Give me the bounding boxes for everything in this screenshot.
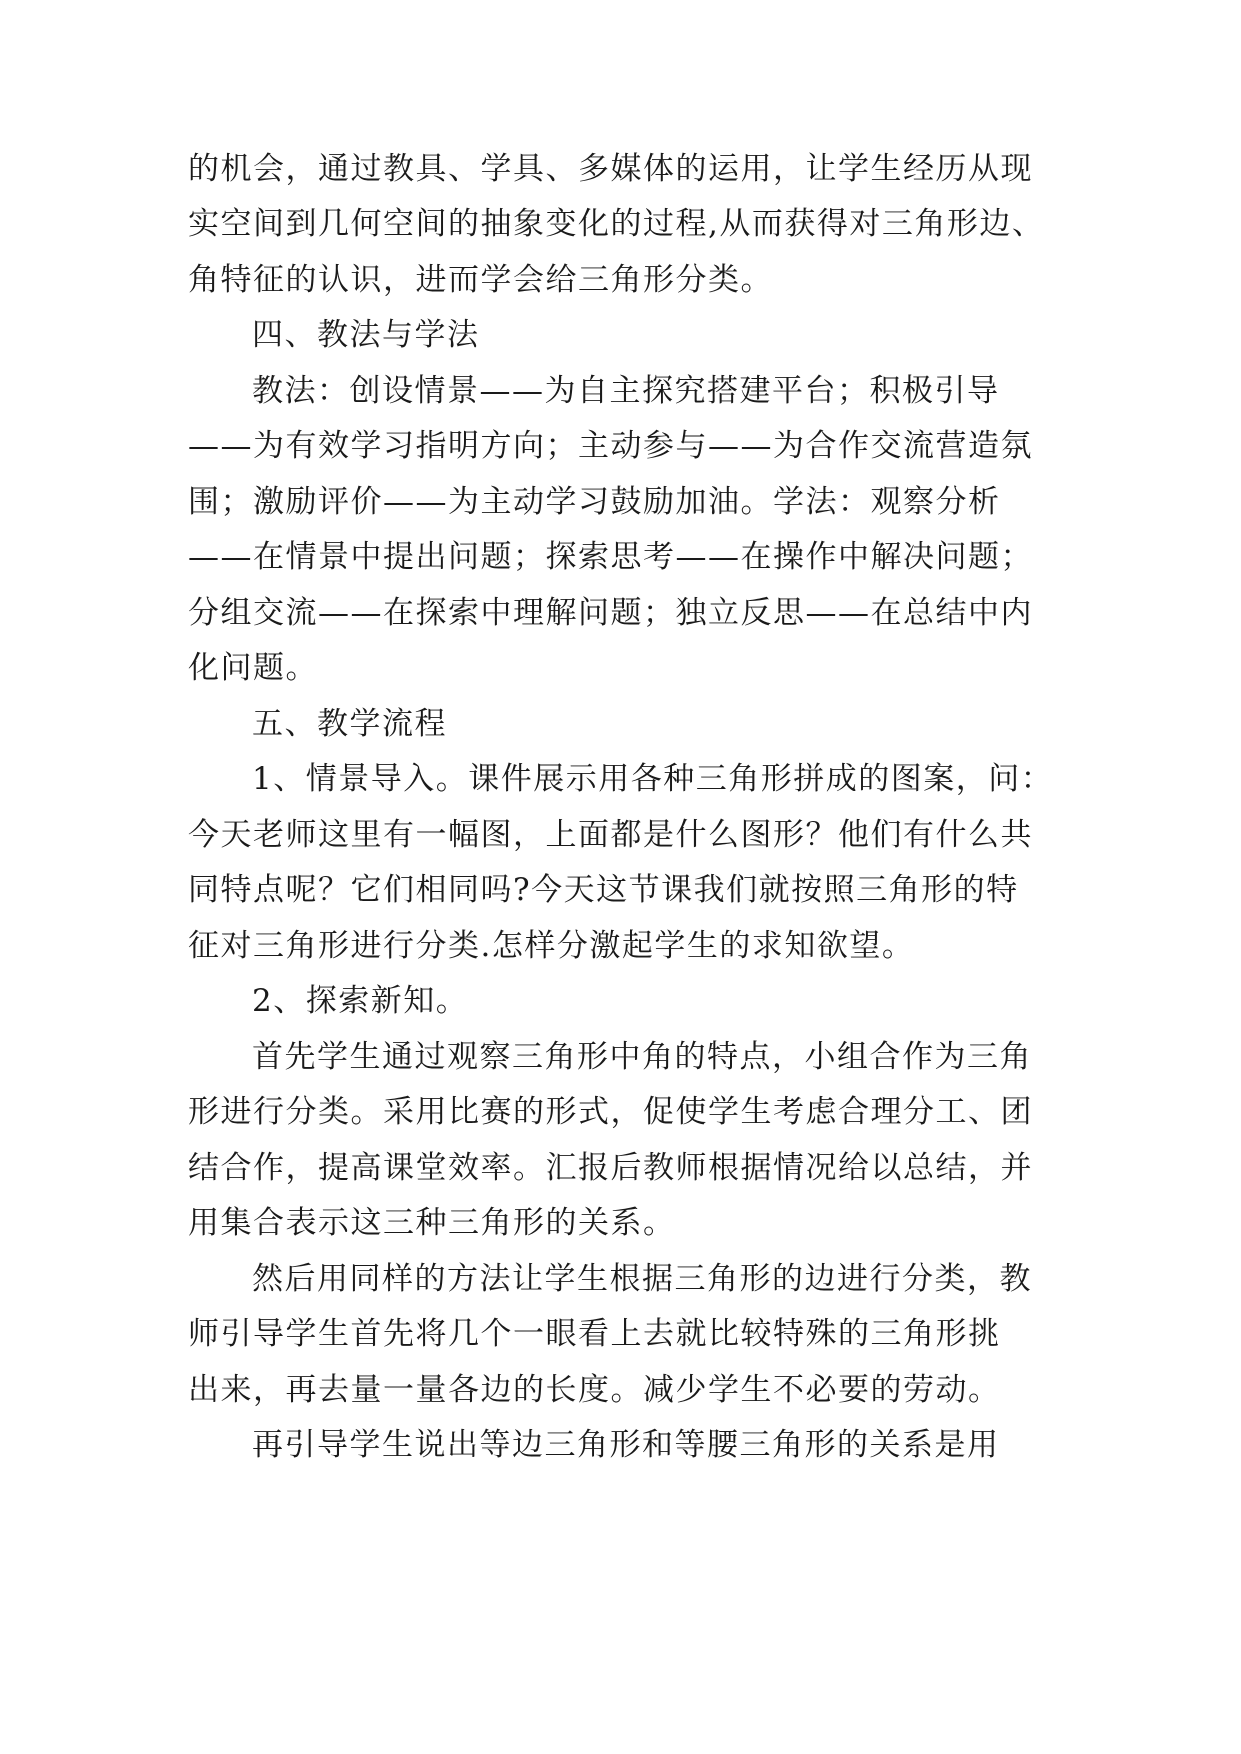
text-line: ——为有效学习指明方向；主动参与——为合作交流营造氛 — [188, 428, 1033, 464]
text-line: 同特点呢？它们相同吗?今天这节课我们就按照三角形的特 — [188, 872, 1019, 908]
text-line: 形进行分类。采用比赛的形式，促使学生考虑合理分工、团 — [188, 1094, 1033, 1130]
text-line: 然后用同样的方法让学生根据三角形的边进行分类，教 — [252, 1261, 1032, 1297]
text-line: 2、探索新知。 — [252, 983, 469, 1019]
text-line: 化问题。 — [188, 650, 318, 686]
text-line: 围；激励评价——为主动学习鼓励加油。学法：观察分析 — [188, 484, 1001, 520]
text-line: 出来，再去量一量各边的长度。减少学生不必要的劳动。 — [188, 1372, 1001, 1408]
text-line: 教法：创设情景——为自主探究搭建平台；积极引导 — [252, 373, 1000, 409]
text-line: 角特征的认识，进而学会给三角形分类。 — [188, 262, 773, 298]
text-line: 1、情景导入。课件展示用各种三角形拼成的图案，问： — [252, 761, 1054, 797]
text-line: 的机会，通过教具、学具、多媒体的运用，让学生经历从现 — [188, 151, 1033, 187]
text-line: 实空间到几何空间的抽象变化的过程,从而获得对三角形边、 — [188, 206, 1045, 242]
section-heading: 四、教法与学法 — [252, 317, 480, 353]
text-line: 用集合表示这三种三角形的关系。 — [188, 1205, 676, 1241]
section-heading: 五、教学流程 — [252, 706, 447, 742]
text-line: 首先学生通过观察三角形中角的特点，小组合作为三角 — [252, 1039, 1032, 1075]
text-line: 今天老师这里有一幅图，上面都是什么图形？他们有什么共 — [188, 817, 1033, 853]
text-line: 师引导学生首先将几个一眼看上去就比较特殊的三角形挑 — [188, 1316, 1001, 1352]
text-line: 分组交流——在探索中理解问题；独立反思——在总结中内 — [188, 595, 1033, 631]
text-line: 再引导学生说出等边三角形和等腰三角形的关系是用 — [252, 1427, 1000, 1463]
text-line: 结合作，提高课堂效率。汇报后教师根据情况给以总结，并 — [188, 1150, 1033, 1186]
text-line: 征对三角形进行分类.怎样分激起学生的求知欲望。 — [188, 928, 915, 964]
text-line: ——在情景中提出问题；探索思考——在操作中解决问题； — [188, 539, 1033, 575]
